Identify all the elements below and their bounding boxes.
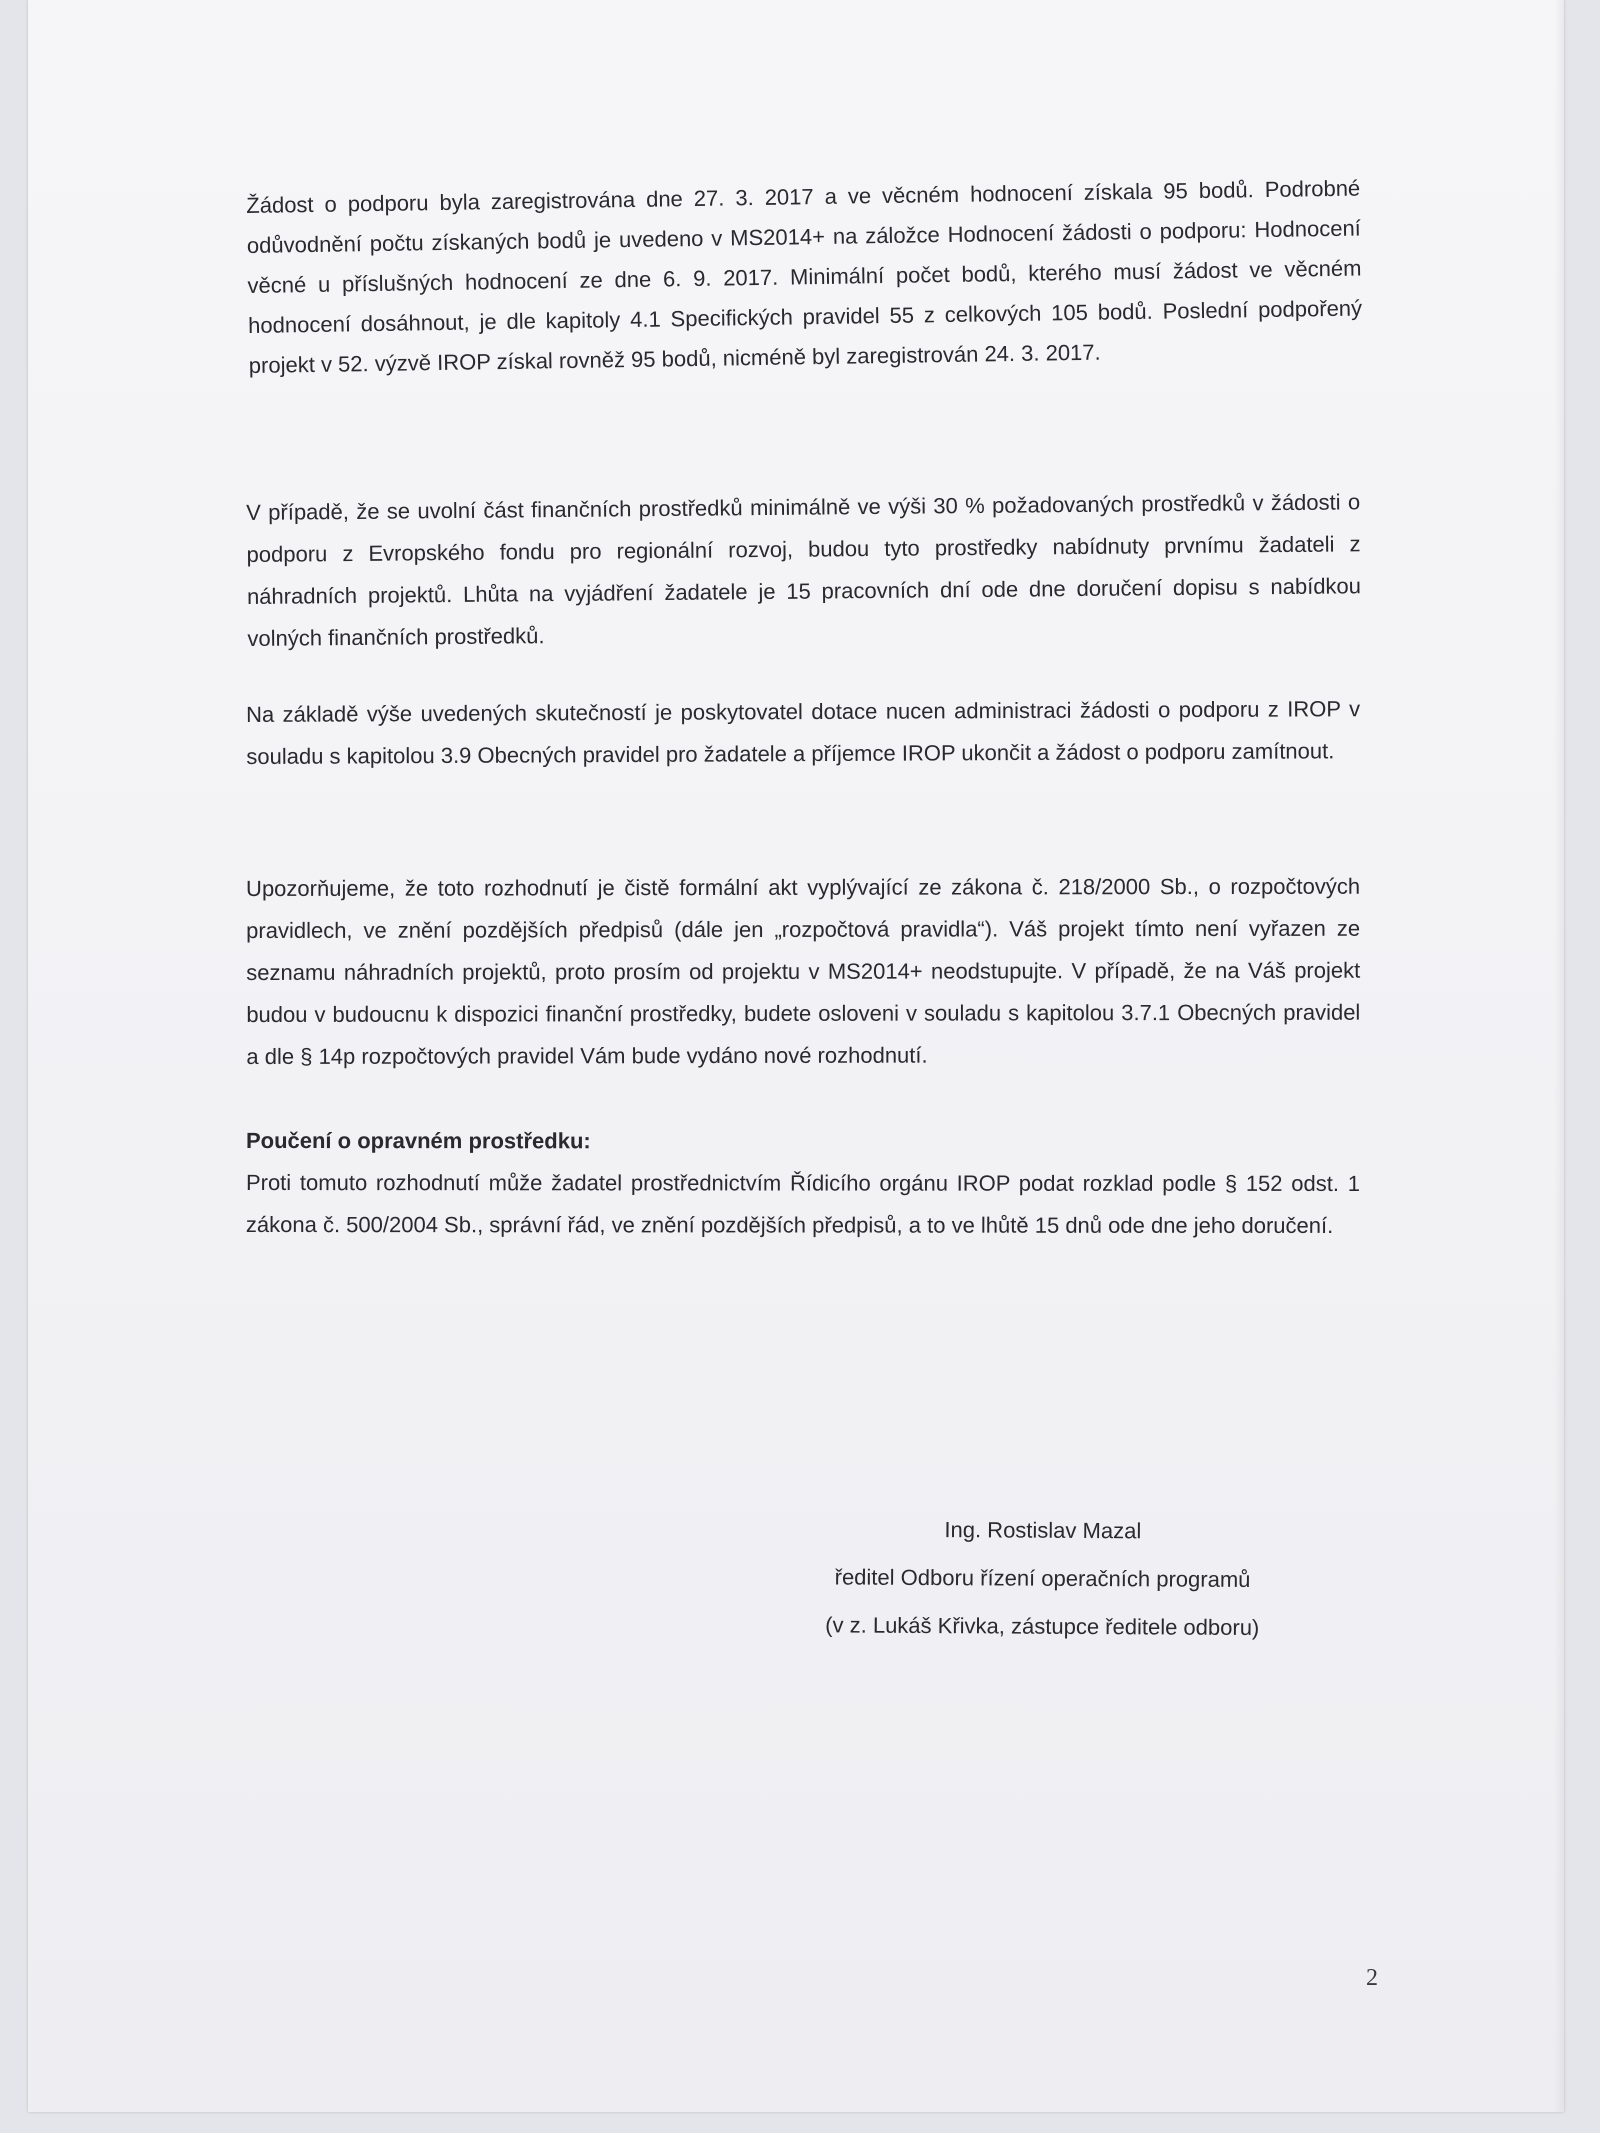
document-page — [28, 0, 1564, 2112]
page-edge-shadow — [1554, 0, 1564, 2112]
paragraph-text: Upozorňujeme, že toto rozhodnutí je čistě formální akt vyplývající ze zákona č. 218/2000 Sb., o rozpočtových pravidlech, ve znění pozdějších předpisů (dále jen „rozpočtová pravidla“). Váš projekt tímto není vyřazen ze seznamu náhradních projektů, proto prosím od projektu v MS2014+ neodstupujte. V případě, že na Váš projekt budou v budoucnu k dispozici finanční prostředky, budete osloveni v souladu s kapitolou 3.7.1 Obecných pravidel a dle § 14p rozpočtových pravidel Vám bude vydáno nové rozhodnutí. — [246, 873, 1361, 1069]
signatory-deputy: (v z. Lukáš Křivka, zástupce ředitele odboru) — [825, 1612, 1260, 1641]
signatory-name: Ing. Rostislav Mazal — [944, 1517, 1142, 1544]
paragraph-text: Žádost o podporu byla zaregistrována dne 27. 3. 2017 a ve věcném hodnocení získala 95 bodů. Podrobné odůvodnění počtu získaných bodů je uvedeno v MS2014+ na záložce Hodnocení žádosti o podporu: Hodnocení věcné u příslušných hodnocení ze dne 6. 9. 2017. Minimální počet bodů, kterého musí žádost ve věcném hodnocení dosáhnout, je dle kapitoly 4.1 Specifických pravidel 55 z celkových 105 bodů. Poslední podpořený projekt v 52. výzvě IROP získal rovněž 95 bodů, nicméně byl zaregistrován 24. 3. 2017. — [246, 175, 1363, 378]
signatory-title: ředitel Odboru řízení operačních programů — [834, 1564, 1251, 1592]
paragraph-text: Na základě výše uvedených skutečností je poskytovatel dotace nucen administraci žádosti o podporu z IROP v souladu s kapitolou 3.9 Obecných pravidel pro žadatele a příjemce IROP ukončit a žádost o podporu zamítnout. — [246, 696, 1361, 769]
paragraph-funds-release — [246, 481, 1362, 660]
appeal-heading: Poučení o opravném prostředku: — [245, 1128, 591, 1154]
page-number: 2 — [1366, 1965, 1378, 1991]
appeal-text: Proti tomuto rozhodnutí může žadatel prostřednictvím Řídicího orgánu IROP podat rozklad podle § 152 odst. 1 zákona č. 500/2004 Sb., správní řád, ve znění pozdějších předpisů, a to ve lhůtě 15 dnů ode dne jeho doručení. — [245, 1170, 1360, 1238]
paragraph-notice — [246, 866, 1360, 1078]
paragraph-registration — [246, 169, 1363, 386]
paragraph-rejection — [246, 688, 1360, 778]
paragraph-text: V případě, že se uvolní část finančních prostředků minimálně ve výši 30 % požadovaných prostředků v žádosti o podporu z Evropského fondu pro regionální rozvoj, budou tyto prostředky nabídnuty prvnímu žadateli z náhradních projektů. Lhůta na vyjádření žadatele je 15 pracovních dní ode dne doručení dopisu s nabídkou volných finančních prostředků. — [246, 489, 1362, 651]
signature-block — [762, 1505, 1323, 1652]
appeal-section — [246, 1120, 1360, 1247]
